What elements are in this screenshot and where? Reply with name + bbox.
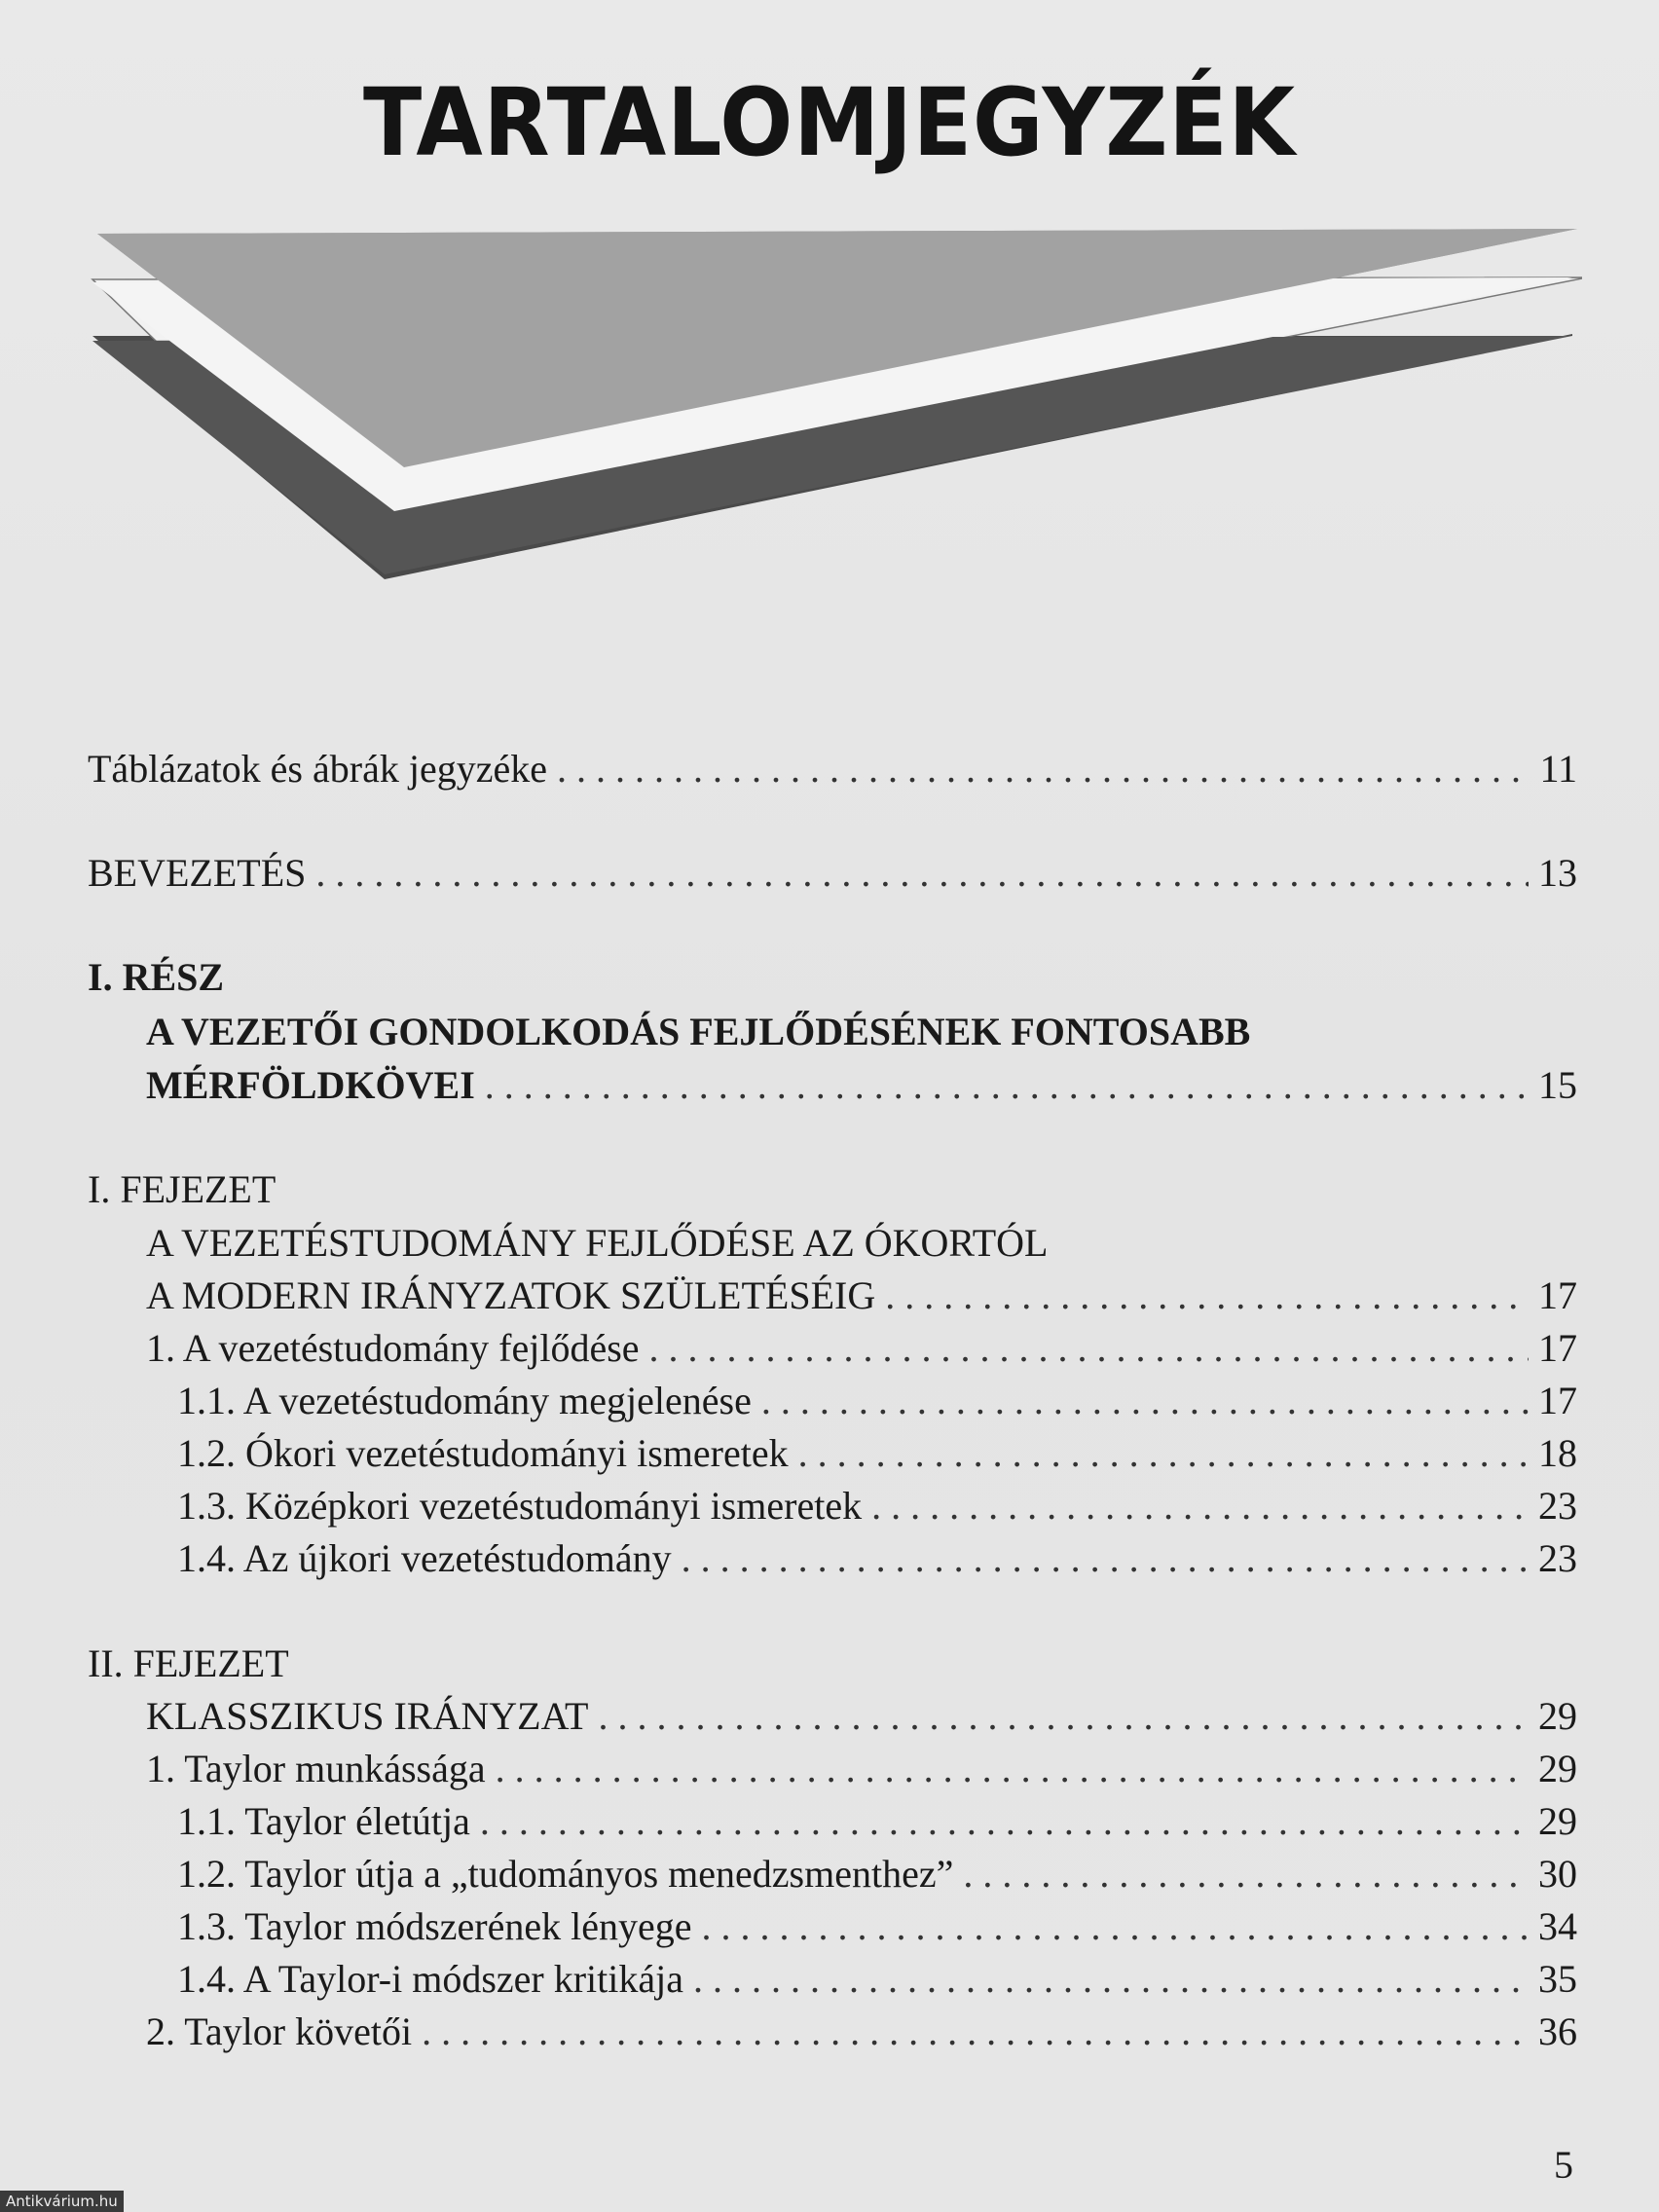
toc-entry-page: 17 [1538,1273,1577,1317]
toc-entry[interactable] [146,1325,1577,1372]
leader-dots [485,1062,1529,1109]
toc-entry-text: 1. Taylor munkássága [146,1747,486,1790]
toc-entry-page: 23 [1538,1484,1577,1528]
chapter-label: I. FEJEZET [88,1167,276,1211]
leader-dots [963,1851,1529,1898]
chapter-title-line2: A MODERN IRÁNYZATOK SZÜLETÉSÉIG [146,1273,876,1317]
toc-entry-page: 29 [1538,1799,1577,1843]
toc-entry-text: 1. A vezetéstudomány fejlődése [146,1326,640,1370]
leader-dots [693,1956,1529,2003]
toc-entry-page: 36 [1538,2009,1577,2053]
leader-dots [649,1325,1529,1372]
toc-entry-text: 1.1. A vezetéstudomány megjelenése [177,1379,752,1422]
toc-entry[interactable] [177,1483,1577,1530]
toc-entry-page: 17 [1538,1326,1577,1370]
toc-entry-page: 29 [1538,1694,1577,1738]
toc-entry-text: 1.3. Középkori vezetéstudományi ismeretek [177,1484,863,1528]
toc-entry-page: 11 [1539,747,1577,791]
toc-entry-page: 34 [1538,1904,1577,1948]
toc-entry[interactable] [146,1746,1577,1792]
leader-dots [557,746,1530,793]
toc-entry-tables[interactable] [88,746,1577,793]
page-title: TARTALOMJEGYZÉK [363,68,1296,177]
toc-entry-page: 23 [1538,1536,1577,1580]
toc-entry[interactable] [177,1535,1577,1582]
toc-entry-text: 1.2. Taylor útja a „tudományos menedzsmenthez” [177,1852,954,1896]
toc-entry-page: 29 [1538,1747,1577,1790]
toc-entry-page: 17 [1538,1379,1577,1422]
toc-entry[interactable] [177,1903,1577,1950]
toc-entry-text: 1.2. Ókori vezetéstudományi ismeretek [177,1431,789,1475]
leader-dots [315,850,1529,897]
toc-entry-page: 30 [1538,1852,1577,1896]
toc-entry[interactable] [177,1378,1577,1424]
toc-entry[interactable] [177,1851,1577,1898]
toc-entry[interactable] [177,1956,1577,2003]
toc-entry-page: 15 [1538,1063,1577,1107]
toc-entry[interactable] [177,1430,1577,1477]
leader-dots [496,1746,1529,1792]
toc-entry-intro[interactable] [88,850,1577,897]
toc-entry-text: 1.4. A Taylor-i módszer kritikája [177,1957,683,2001]
chapter-label: II. FEJEZET [88,1641,289,1685]
leader-dots [598,1693,1529,1740]
toc-entry-text: 1.3. Taylor módszerének lényege [177,1904,692,1948]
leader-dots [885,1272,1529,1319]
toc-entry-text: BEVEZETÉS [88,851,307,895]
toc-entry-chapter2[interactable] [146,1693,1577,1740]
leader-dots [871,1483,1529,1530]
part-title-line1: A VEZETŐI GONDOLKODÁS FEJLŐDÉSÉNEK FONTOSABB [146,1010,1251,1053]
leader-dots [422,2009,1529,2055]
page-number: 5 [1554,2143,1573,2187]
toc-entry[interactable] [177,1798,1577,1845]
leader-dots [682,1535,1529,1582]
leader-dots [761,1378,1529,1424]
toc-entry-page: 13 [1538,851,1577,895]
toc-entry-part1[interactable] [146,1062,1577,1109]
part-label: I. RÉSZ [88,955,225,999]
leader-dots [480,1798,1529,1845]
toc-entry-chapter1[interactable] [146,1272,1577,1319]
toc-entry-text: 2. Taylor követői [146,2009,413,2053]
watermark: Antikvárium.hu [0,2191,124,2212]
toc-entry-text: 1.1. Taylor életútja [177,1799,470,1843]
toc-entry-page: 18 [1538,1431,1577,1475]
toc-entry-text: 1.4. Az újkori vezetéstudomány [177,1536,672,1580]
leader-dots [798,1430,1529,1477]
toc-entry[interactable] [146,2009,1577,2055]
chapter-title-line1: A VEZETÉSTUDOMÁNY FEJLŐDÉSE AZ ÓKORTÓL [146,1221,1049,1265]
toc-entry-page: 35 [1538,1957,1577,2001]
chapter-title: KLASSZIKUS IRÁNYZAT [146,1694,589,1738]
toc-entry-text: Táblázatok és ábrák jegyzéke [88,747,547,791]
part-title-line2: MÉRFÖLDKÖVEI [146,1063,475,1107]
leader-dots [702,1903,1530,1950]
